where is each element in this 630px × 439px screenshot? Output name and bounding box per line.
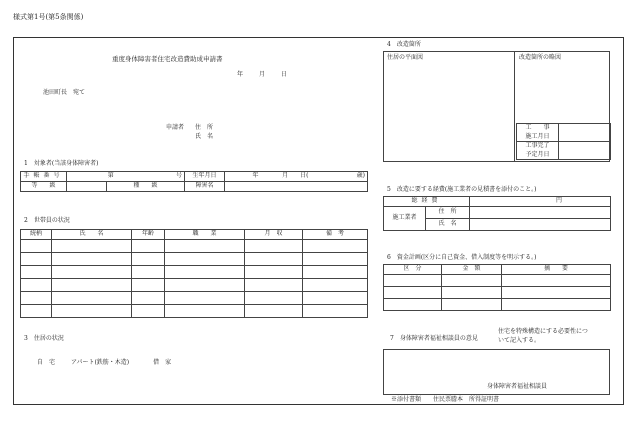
contractor-address-value[interactable]: [470, 207, 611, 219]
total-cost-yen[interactable]: 円: [470, 197, 611, 207]
col-relation: 続柄: [21, 230, 52, 240]
notebook-no-label: 手帳番号: [21, 172, 67, 182]
contractor-name-label: 氏 名: [426, 219, 470, 231]
col-category: 区 分: [384, 265, 442, 275]
section7-heading: 7 身体障害者福祉相談員の意見: [390, 335, 478, 342]
disability-name-label: 障害名: [185, 182, 225, 192]
grade-label: 等 級: [21, 182, 67, 192]
housing-options: [37, 360, 171, 367]
applicant-name-label: 氏 名: [195, 133, 214, 140]
schedule-table: [516, 123, 611, 160]
applicant-address-label: 住 所: [195, 124, 214, 131]
housing-rental[interactable]: 借 家: [153, 359, 172, 366]
floor-plan-box[interactable]: [383, 51, 515, 162]
subject-table: [20, 171, 368, 192]
birth-year: 年: [225, 172, 261, 182]
section4-heading: 4 改造箇所: [387, 41, 421, 48]
col-amount: 金 額: [442, 265, 502, 275]
end-date-value[interactable]: [559, 142, 611, 160]
section6-heading: 6 資金計画(区分に自己資金、借入制度等を明示する。): [387, 254, 537, 261]
table-row[interactable]: [21, 279, 368, 292]
floor-plan-label: 住居の平面図: [387, 54, 424, 61]
section3-heading: 3 住居の状況: [24, 335, 64, 342]
end-label: 工事完了 予定月日: [517, 142, 559, 160]
attached-documents: ※添付書類 住民票謄本 所得証明書: [391, 396, 500, 403]
start-date-value[interactable]: [559, 124, 611, 142]
section2-heading: 2 世帯員の状況: [24, 217, 70, 224]
form-title: 重度身体障害者住宅改造費助成申請書: [112, 55, 223, 63]
disability-name-value[interactable]: [225, 182, 368, 192]
date-year: 年: [237, 71, 244, 78]
grade-value[interactable]: [67, 182, 107, 192]
counselor-signer: 身体障害者福祉相談員: [486, 383, 547, 391]
birth-date-label: 生年月日: [185, 172, 225, 182]
table-row[interactable]: [384, 275, 611, 287]
start-label: 工 事 施工月日: [517, 124, 559, 142]
section7-note: 住宅を特殊構造にする必要性につ いて記入する。: [498, 328, 588, 344]
birth-month: 月: [282, 172, 289, 180]
table-row[interactable]: [21, 266, 368, 279]
funding-table: [383, 264, 611, 311]
contractor-name-value[interactable]: [470, 219, 611, 231]
col-remarks: 備 考: [303, 230, 368, 240]
cost-table: [383, 196, 611, 231]
kind-label: 種 級: [107, 182, 185, 192]
household-table: [20, 229, 368, 318]
applicant-label: 申請者: [166, 124, 185, 131]
col-occupation: 職 業: [165, 230, 245, 240]
table-row[interactable]: [21, 253, 368, 266]
housing-apartment[interactable]: アパート(鉄筋・木造): [70, 359, 130, 366]
contractor-address-label: 住 所: [426, 207, 470, 219]
date-line: [237, 72, 297, 79]
housing-own[interactable]: 自 宅: [37, 359, 56, 366]
col-income: 月 収: [245, 230, 303, 240]
birth-month-day: [261, 172, 311, 182]
table-row[interactable]: [384, 287, 611, 299]
table-row[interactable]: [21, 292, 368, 305]
date-month: 月: [258, 71, 265, 78]
col-age: 年齢: [132, 230, 165, 240]
counselor-opinion-box[interactable]: [383, 349, 610, 395]
form-number: 様式第1号(第5条関係): [13, 13, 84, 21]
birth-day: 日(: [300, 172, 309, 180]
col-summary: 摘 要: [502, 265, 611, 275]
date-day: 日: [280, 71, 287, 78]
col-name: 氏 名: [52, 230, 132, 240]
table-row[interactable]: [21, 305, 368, 318]
notebook-go: 号: [155, 172, 185, 182]
table-row[interactable]: [21, 240, 368, 253]
section1-heading: 1 対象者(当該身体障害者): [24, 160, 99, 167]
addressee: 池田町長 宛て: [43, 89, 86, 96]
section5-heading: 5 改造に要する経費(施工業者の見積書を添付のこと。): [387, 186, 537, 193]
notebook-dai: 第: [67, 172, 155, 182]
table-row[interactable]: [384, 299, 611, 311]
total-cost-label: 総経費: [384, 197, 470, 207]
birth-age: 歳): [311, 172, 368, 182]
contractor-label: 施工業者: [384, 207, 426, 231]
sketch-label: 改造箇所の略図: [519, 54, 562, 61]
